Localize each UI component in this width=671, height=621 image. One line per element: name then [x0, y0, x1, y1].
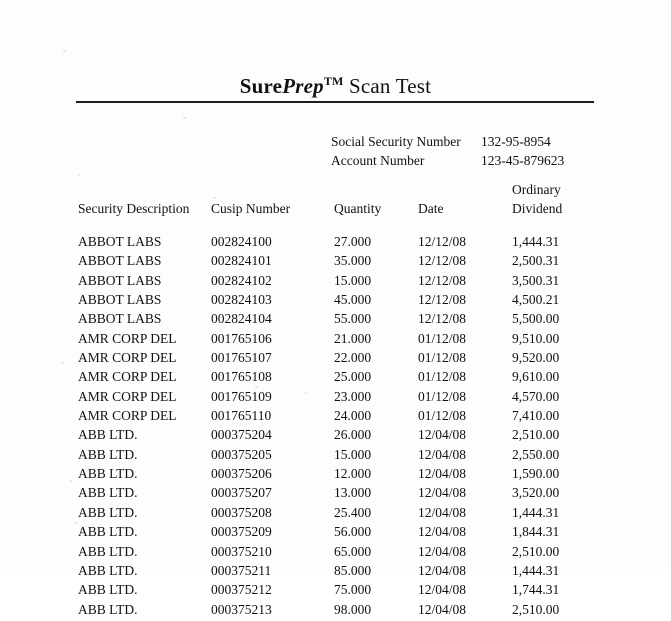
table-row	[78, 544, 598, 563]
scan-speck	[183, 117, 186, 119]
cell-quantity: 12.000	[334, 466, 372, 482]
cell-quantity: 85.000	[334, 562, 372, 578]
table-row	[78, 427, 598, 446]
cell-quantity: 25.000	[334, 369, 372, 385]
meta-row	[331, 132, 621, 151]
cell-quantity: 13.000	[334, 485, 372, 501]
cell-dividend: 1,844.31	[512, 524, 560, 540]
cell-description: ABB LTD.	[78, 427, 138, 443]
cell-cusip: 000375209	[211, 524, 272, 540]
cell-dividend: 9,610.00	[512, 369, 560, 385]
cell-dividend: 1,590.00	[512, 466, 560, 482]
cell-date: 12/12/08	[418, 234, 467, 249]
page-title	[0, 74, 671, 99]
table-row	[78, 485, 598, 504]
table-row	[78, 602, 598, 621]
cell-cusip: 002824103	[211, 292, 272, 308]
cell-date: 12/04/08	[418, 524, 467, 540]
table-row	[78, 389, 598, 408]
cell-quantity: 15.000	[334, 272, 372, 288]
cell-date: 01/12/08	[418, 350, 467, 366]
column-header-dividend: Dividend	[512, 201, 563, 216]
table-row	[78, 311, 598, 330]
cell-date: 01/12/08	[418, 408, 467, 424]
cell-quantity: 27.000	[334, 234, 372, 249]
cell-description: ABB LTD.	[78, 446, 138, 462]
cell-quantity: 26.000	[334, 427, 372, 443]
cell-cusip: 001765110	[211, 408, 272, 424]
cell-dividend: 1,444.31	[512, 504, 560, 520]
cell-description: ABB LTD.	[78, 504, 138, 520]
cell-date: 12/04/08	[418, 466, 467, 482]
cell-cusip: 000375207	[211, 485, 272, 501]
scan-speck	[69, 480, 72, 482]
cell-dividend: 5,500.00	[512, 311, 560, 327]
column-header-cusip: Cusip Number	[211, 201, 291, 216]
cell-description: AMR CORP DEL	[78, 330, 177, 346]
table-row	[78, 447, 598, 466]
table-row	[78, 350, 598, 369]
table-row	[78, 234, 598, 253]
cell-cusip: 000375208	[211, 504, 272, 520]
cell-quantity: 65.000	[334, 543, 372, 559]
cell-date: 12/04/08	[418, 562, 467, 578]
cell-quantity: 21.000	[334, 330, 372, 346]
cell-quantity: 24.000	[334, 408, 372, 424]
cell-dividend: 7,410.00	[512, 408, 560, 424]
cell-date: 12/12/08	[418, 311, 467, 327]
cell-description: ABB LTD.	[78, 485, 138, 501]
cell-date: 12/12/08	[418, 292, 467, 308]
cell-quantity: 75.000	[334, 582, 372, 598]
cell-cusip: 001765108	[211, 369, 272, 385]
cell-dividend: 1,444.31	[512, 562, 560, 578]
account-number-label: Account Number	[331, 153, 425, 168]
cell-description: AMR CORP DEL	[78, 350, 177, 366]
cell-quantity: 35.000	[334, 253, 372, 269]
cell-date: 12/04/08	[418, 427, 467, 443]
cell-dividend: 2,500.31	[512, 253, 560, 269]
scan-speck	[213, 197, 216, 199]
cell-description: ABBOT LABS	[78, 311, 162, 327]
cell-cusip: 000375213	[211, 601, 272, 617]
cell-date: 01/12/08	[418, 388, 467, 404]
table-row	[78, 505, 598, 524]
cell-cusip: 001765106	[211, 330, 272, 346]
cell-cusip: 000375205	[211, 446, 272, 462]
table-row	[78, 292, 598, 311]
cell-cusip: 002824100	[211, 234, 272, 249]
table-row	[78, 466, 598, 485]
cell-description: ABB LTD.	[78, 601, 138, 617]
table-row	[78, 563, 598, 582]
cell-quantity: 98.000	[334, 601, 372, 617]
cell-cusip: 001765107	[211, 350, 272, 366]
table-row	[78, 582, 598, 601]
cell-date: 12/04/08	[418, 504, 467, 520]
cell-description: ABB LTD.	[78, 562, 138, 578]
table-row	[78, 253, 598, 272]
cell-date: 12/04/08	[418, 446, 467, 462]
cell-dividend: 9,510.00	[512, 330, 560, 346]
cell-description: ABBOT LABS	[78, 234, 162, 249]
scan-speck	[63, 50, 66, 52]
ssn-label: Social Security Number	[331, 134, 461, 149]
cell-cusip: 002824102	[211, 272, 272, 288]
cell-quantity: 25.400	[334, 504, 372, 520]
trademark-symbol: TM	[323, 74, 344, 88]
cell-dividend: 1,444.31	[512, 234, 560, 249]
title-rest: Scan Test	[343, 74, 432, 98]
cell-date: 01/12/08	[418, 369, 467, 385]
cell-dividend: 2,510.00	[512, 543, 560, 559]
cell-description: ABB LTD.	[78, 524, 138, 540]
cell-description: ABB LTD.	[78, 582, 138, 598]
cell-cusip: 000375204	[211, 427, 272, 443]
title-sure: Sure	[239, 74, 283, 98]
cell-dividend: 4,500.21	[512, 292, 560, 308]
cell-description: AMR CORP DEL	[78, 408, 177, 424]
table-row	[78, 273, 598, 292]
cell-dividend: 4,570.00	[512, 388, 560, 404]
cell-cusip: 001765109	[211, 388, 272, 404]
cell-cusip: 000375206	[211, 466, 272, 482]
table-row	[78, 369, 598, 388]
cell-description: ABBOT LABS	[78, 253, 162, 269]
cell-description: ABBOT LABS	[78, 292, 162, 308]
title-prep: Prep	[282, 74, 324, 98]
cell-quantity: 23.000	[334, 388, 372, 404]
cell-date: 12/04/08	[418, 582, 467, 598]
cell-dividend: 3,500.31	[512, 272, 560, 288]
table-row	[78, 408, 598, 427]
cell-date: 12/04/08	[418, 543, 467, 559]
column-header-quantity: Quantity	[334, 201, 382, 216]
cell-description: AMR CORP DEL	[78, 388, 177, 404]
cell-date: 01/12/08	[418, 330, 467, 346]
scan-speck	[74, 522, 77, 524]
cell-dividend: 2,510.00	[512, 601, 560, 617]
cell-quantity: 56.000	[334, 524, 372, 540]
cell-cusip: 002824101	[211, 253, 272, 269]
cell-quantity: 55.000	[334, 311, 372, 327]
column-header-date: Date	[418, 201, 444, 216]
cell-dividend: 2,550.00	[512, 446, 560, 462]
cell-cusip: 000375210	[211, 543, 272, 559]
account-number-value: 123-45-879623	[481, 153, 565, 168]
cell-quantity: 22.000	[334, 350, 372, 366]
meta-row	[331, 151, 621, 170]
cell-date: 12/04/08	[418, 601, 467, 617]
cell-date: 12/12/08	[418, 253, 467, 269]
cell-description: ABB LTD.	[78, 543, 138, 559]
cell-dividend: 2,510.00	[512, 427, 560, 443]
ordinary-header-line1: Ordinary	[512, 182, 561, 197]
cell-cusip: 000375212	[211, 582, 272, 598]
cell-cusip: 000375211	[211, 562, 272, 578]
cell-quantity: 15.000	[334, 446, 372, 462]
cell-quantity: 45.000	[334, 292, 372, 308]
cell-date: 12/12/08	[418, 272, 467, 288]
cell-description: ABBOT LABS	[78, 272, 162, 288]
table-row	[78, 331, 598, 350]
table-body	[78, 234, 598, 621]
cell-description: AMR CORP DEL	[78, 369, 177, 385]
scan-speck	[61, 362, 64, 364]
cell-description: ABB LTD.	[78, 466, 138, 482]
scan-speck	[78, 174, 80, 176]
cell-dividend: 1,744.31	[512, 582, 560, 598]
cell-cusip: 002824104	[211, 311, 272, 327]
cell-dividend: 3,520.00	[512, 485, 560, 501]
title-divider	[76, 101, 594, 103]
table-row	[78, 524, 598, 543]
account-meta	[331, 132, 621, 170]
ssn-value: 132-95-8954	[481, 134, 551, 149]
column-header-description: Security Description	[78, 201, 190, 216]
cell-date: 12/04/08	[418, 485, 467, 501]
cell-dividend: 9,520.00	[512, 350, 560, 366]
